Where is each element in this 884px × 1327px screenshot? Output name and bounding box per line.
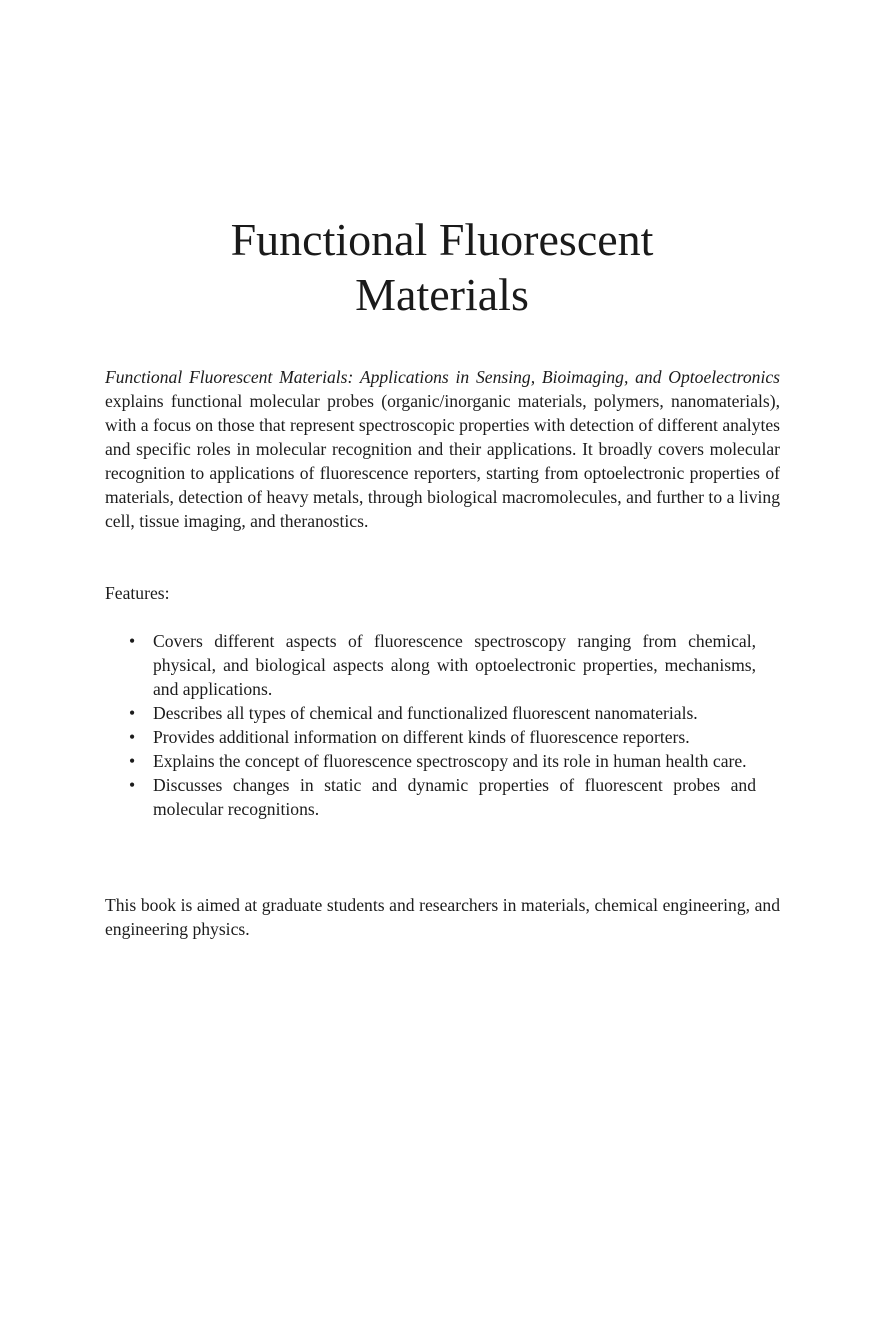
feature-item bbox=[105, 725, 756, 749]
bullet-icon: • bbox=[129, 727, 136, 747]
feature-text: Describes all types of chemical and functionalized fluorescent nanomaterials. bbox=[153, 703, 698, 723]
feature-text: Discusses changes in static and dynamic properties of fluorescent probes and molecular recognitions. bbox=[153, 775, 756, 819]
feature-item bbox=[105, 629, 756, 701]
page-title bbox=[0, 212, 884, 322]
feature-text: Covers different aspects of fluorescence spectroscopy ranging from chemical, physical, and biological aspects along with optoelectronic properties, mechanisms, and applications. bbox=[153, 631, 756, 699]
feature-item bbox=[105, 773, 756, 821]
feature-item bbox=[105, 701, 756, 725]
book-full-title: Functional Fluorescent Materials: Applications in Sensing, Bioimaging, and Optoelectronics bbox=[105, 367, 780, 387]
bullet-icon: • bbox=[129, 703, 136, 723]
bullet-icon: • bbox=[129, 775, 136, 795]
feature-text: Provides additional information on different kinds of fluorescence reporters. bbox=[153, 727, 690, 747]
bullet-icon: • bbox=[129, 751, 136, 771]
title-line-2: Materials bbox=[355, 269, 529, 320]
feature-item bbox=[105, 749, 756, 773]
feature-text: Explains the concept of fluorescence spectroscopy and its role in human health care. bbox=[153, 751, 747, 771]
bullet-icon: • bbox=[129, 631, 136, 651]
intro-paragraph bbox=[105, 365, 780, 533]
features-label: Features: bbox=[105, 583, 170, 603]
closing-paragraph: This book is aimed at graduate students and researchers in materials, chemical engineering, and engineering physics. bbox=[105, 895, 780, 939]
intro-text: explains functional molecular probes (organic/inorganic materials, polymers, nanomaterials), with a focus on those that represent spectroscopic properties with detection of different analytes and specific roles in molecular recognition and their applications. It broadly covers molecular recognition to applications of fluorescence reporters, starting from optoelectronic properties of materials, detection of heavy metals, through biological macromolecules, and further to a living cell, tissue imaging, and theranostics. bbox=[105, 391, 780, 531]
title-line-1: Functional Fluorescent bbox=[230, 214, 654, 265]
features-list bbox=[105, 629, 756, 821]
